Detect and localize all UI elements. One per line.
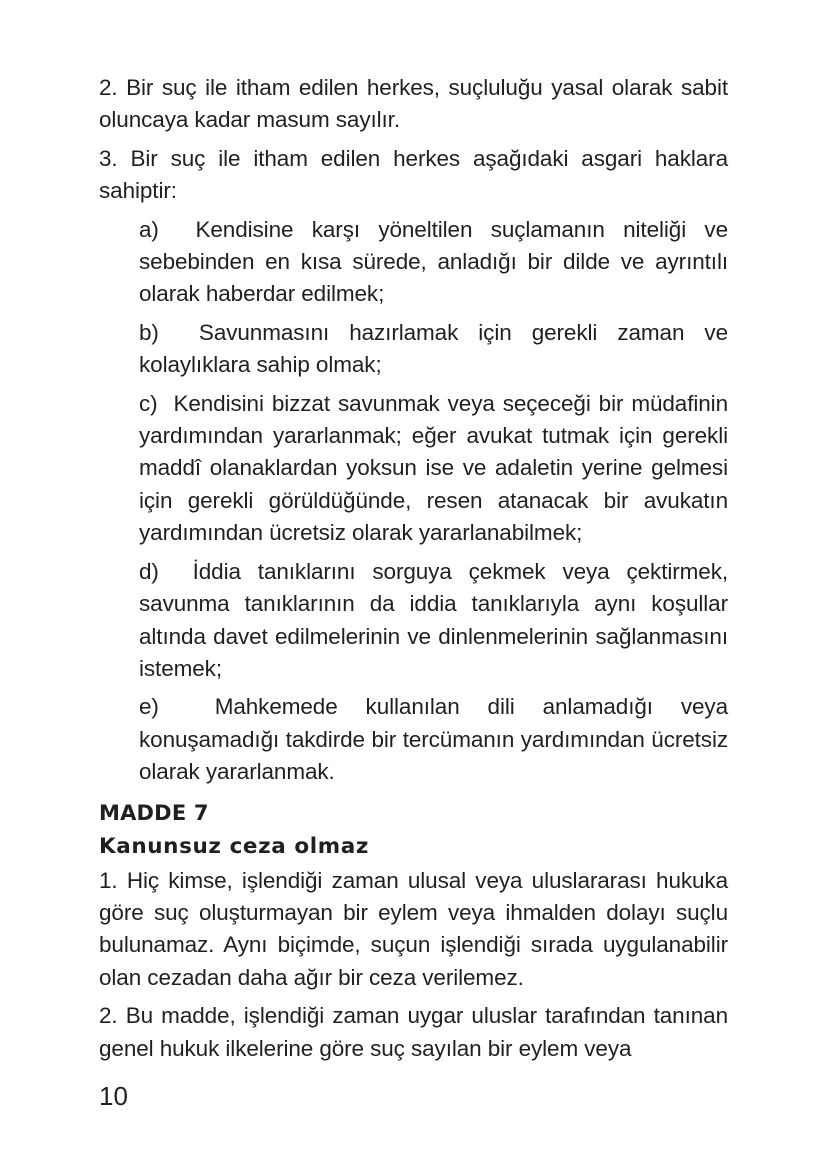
document-page (99, 72, 728, 1071)
item-text: Kendisini bizzat savunmak veya seçeceği bir müdafinin yardımından yararlanmak; eğer avukat tutmak için gerekli maddî olanaklardan yoksun ise ve adaletin yerine gelmesi için gerekli görüldüğünde, resen atanacak bir avukatın yardımından ücretsiz olarak yararlanabilmek; (139, 390, 728, 546)
item-label: e) (139, 694, 159, 720)
item-label: d) (139, 558, 159, 584)
article7-paragraph-1: 1. Hiç kimse, işlendiği zaman ulusal veya uluslararası hukuka göre suç oluşturmayan bir eylem veya ihmalden dolayı suçlu bulunamaz. Aynı biçimde, suçun işlendiği sırada uygulanabilir olan cezadan daha ağır bir ceza verilemez. (99, 867, 728, 990)
rights-item-b (139, 317, 728, 382)
item-text: Mahkemede kullanılan dili anlamadığı veya konuşamadığı takdirde bir tercümanın yardımından ücretsiz olarak yararlanmak. (139, 694, 728, 785)
article7-paragraph-2: 2. Bu madde, işlendiği zaman uygar uluslar tarafından tanınan genel hukuk ilkelerine göre suç sayılan bir eylem veya (99, 1003, 728, 1061)
item-text: İddia tanıklarını sorguya çekmek veya çektirmek, savunma tanıklarının da iddia tanıklarıyla aynı koşullar altında davet edilmelerinin ve dinlenmelerinin sağlanmasını istemek; (139, 558, 728, 681)
item-text: Savunmasını hazırlamak için gerekli zaman ve kolaylıklara sahip olmak; (139, 319, 728, 378)
article6-paragraph-2: 2. Bir suç ile itham edilen herkes, suçluluğu yasal olarak sabit oluncaya kadar masum sayılır. (99, 75, 728, 133)
rights-item-e (139, 691, 728, 788)
item-text: Kendisine karşı yöneltilen suçlamanın niteliği ve sebebinden en kısa sürede, anladığı bir dilde ve ayrıntılı olarak haberdar edilmek; (139, 216, 728, 307)
article6-paragraph-3: 3. Bir suç ile itham edilen herkes aşağıdaki asgari haklara sahiptir: (99, 145, 728, 204)
article7-heading (99, 797, 728, 863)
rights-list (99, 214, 728, 789)
page-number: 10 (99, 1081, 128, 1111)
rights-item-a (139, 214, 728, 311)
item-label: a) (139, 216, 159, 242)
rights-item-c (139, 388, 728, 550)
article-title: Kanunsuz ceza olmaz (99, 833, 369, 859)
article-number: MADDE 7 (99, 800, 209, 825)
rights-item-d (139, 556, 728, 686)
item-label: b) (139, 319, 159, 345)
item-label: c) (139, 390, 158, 416)
